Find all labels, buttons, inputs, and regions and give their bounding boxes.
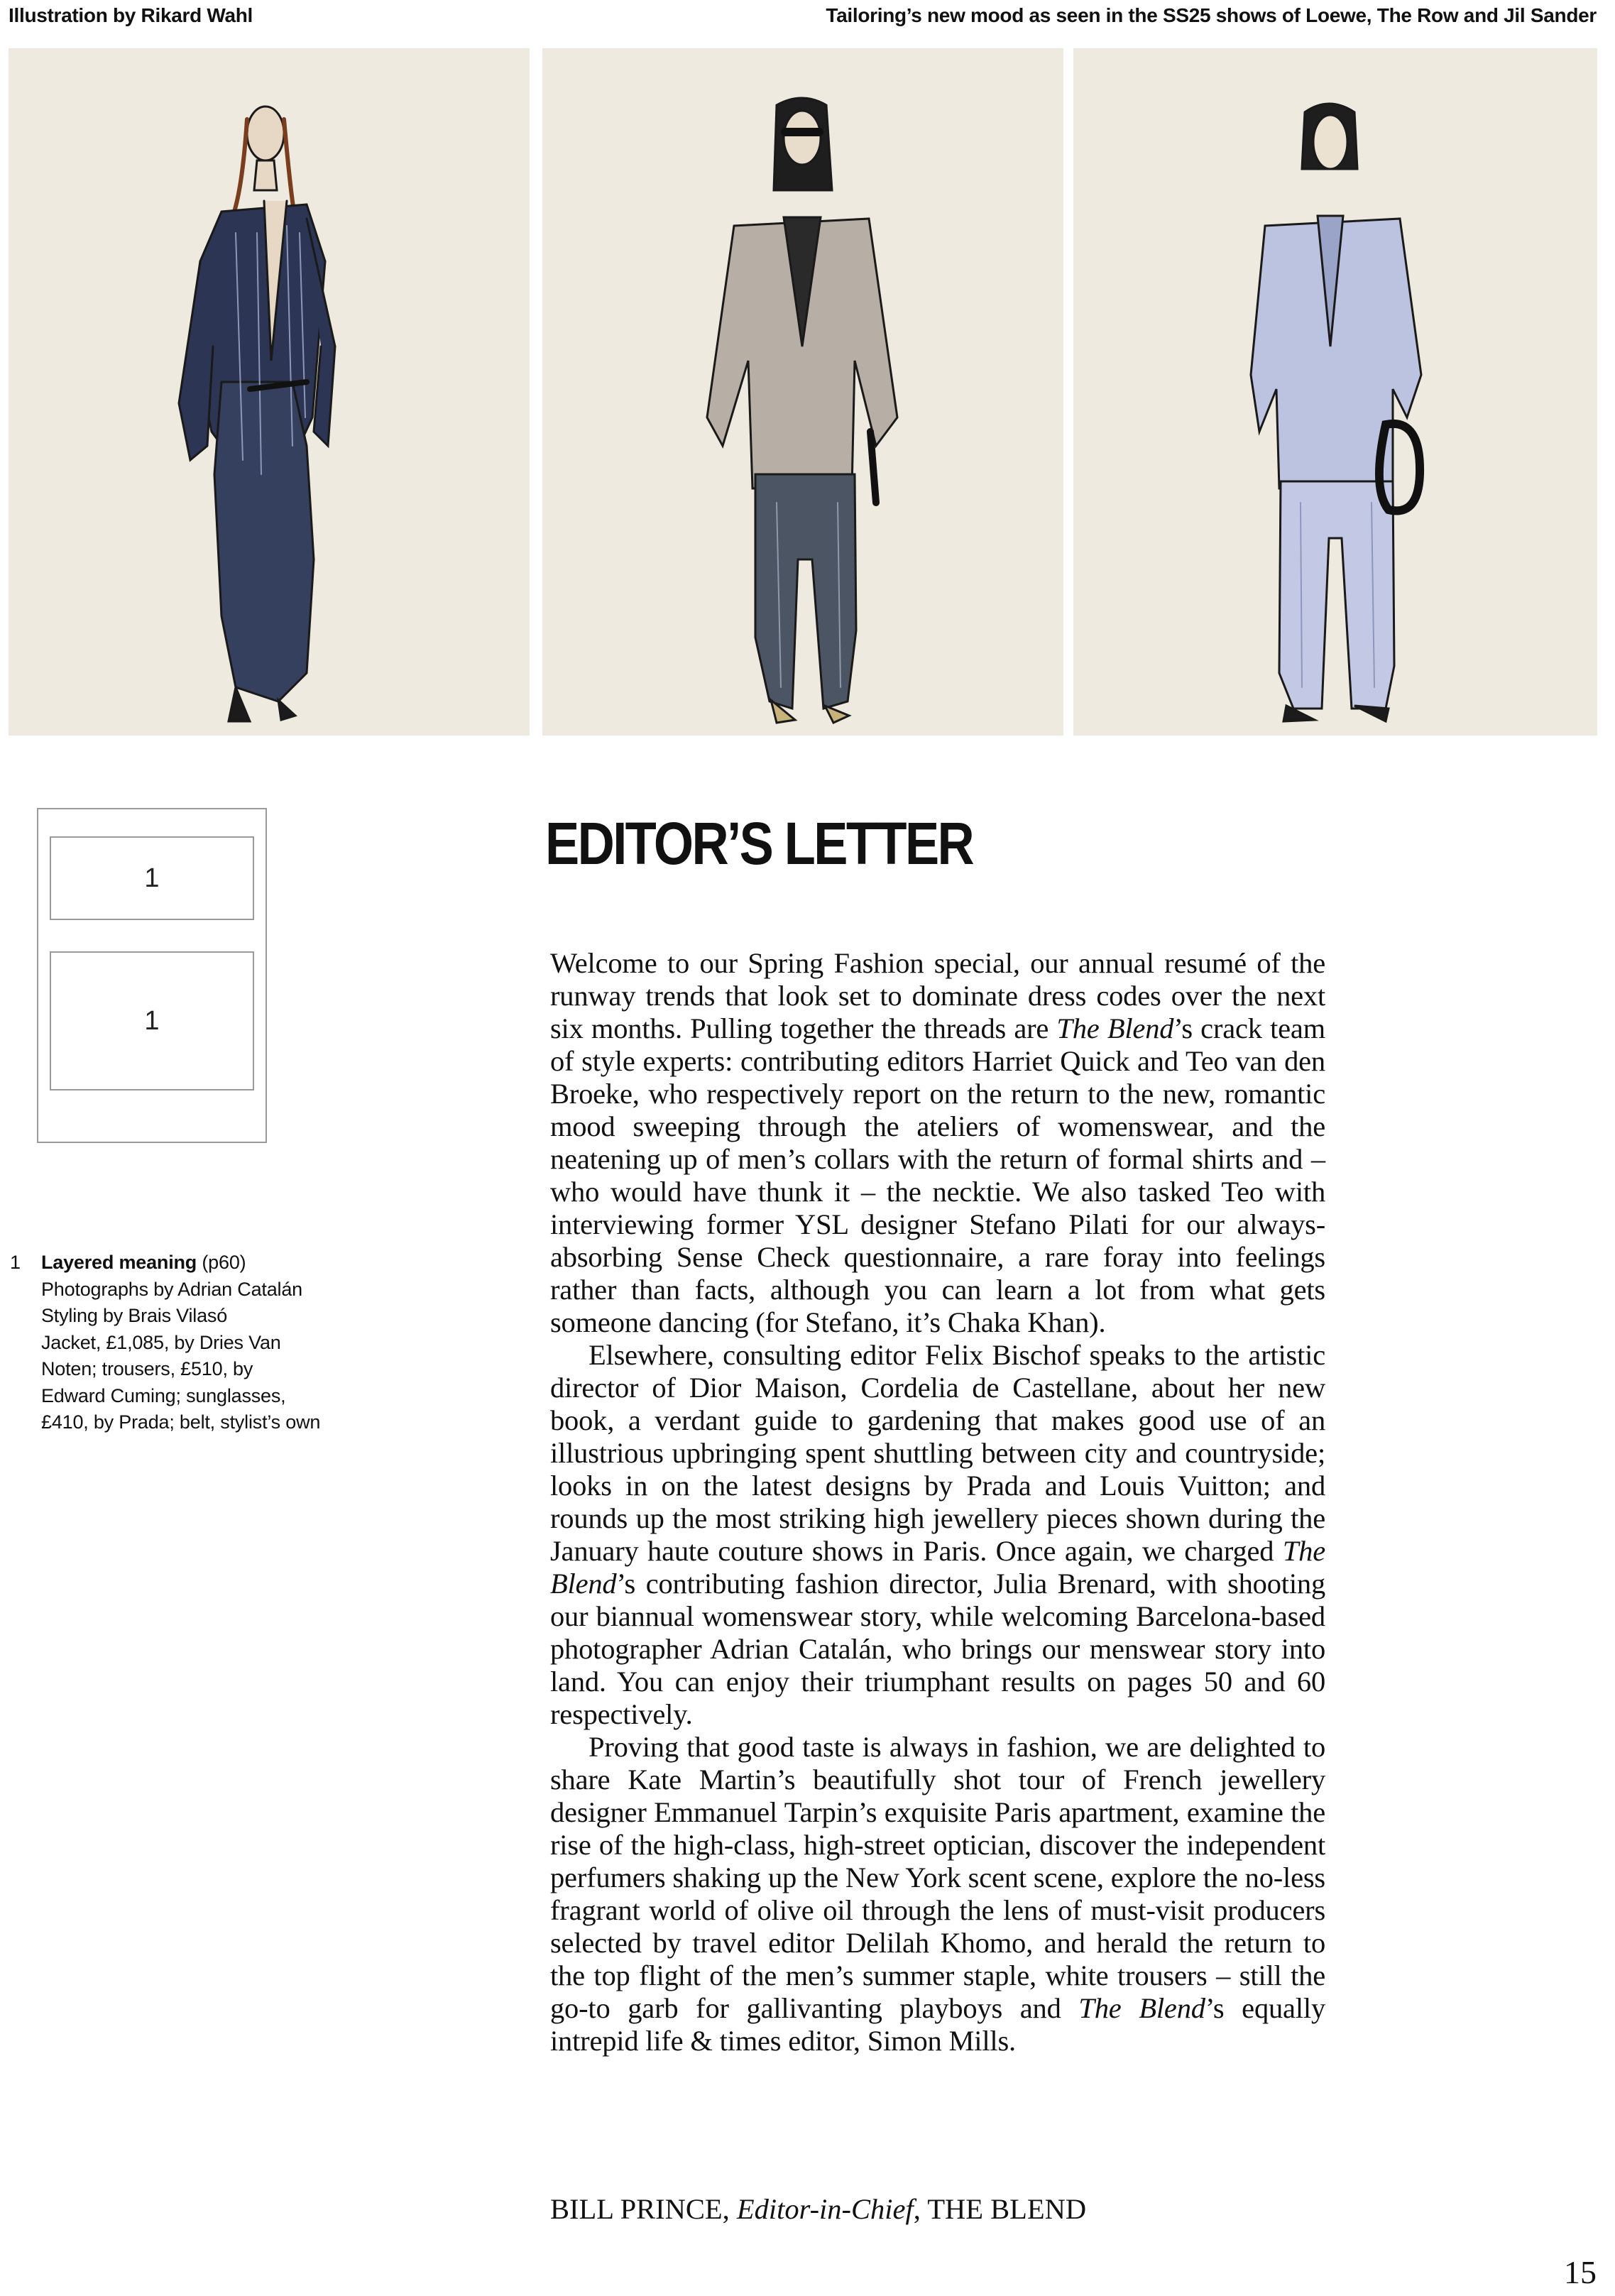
- letter-paragraph: Proving that good taste is always in fashion, we are delighted to share Kate Martin’s beautifully shot tour of French jewellery designer Emmanuel Tarpin’s exquisite Paris apartment, examine the rise of the high-class, high-street optician, discover the independent perfumers shaking up the New York scent scene, explore the no-less fragrant world of olive oil through the lens of must-visit producers selected by travel editor Delilah Khomo, and herald the return to the top flight of the men’s summer staple, white trousers – still the go-to garb for gallivanting playboys and The Blend’s equally intrepid life & times editor, Simon Mills.: [550, 1731, 1325, 2057]
- tagline: Tailoring’s new mood as seen in the SS25 shows of Loewe, The Row and Jil Sander: [826, 4, 1597, 26]
- caption-line: Noten; trousers, £510, by: [41, 1358, 253, 1379]
- contents-thumbnail[interactable]: 1: [50, 951, 254, 1090]
- illustration-the-row: [542, 48, 1063, 736]
- illustration-credit: Illustration by Rikard Wahl: [9, 4, 253, 26]
- caption-line: Jacket, £1,085, by Dries Van: [41, 1331, 281, 1353]
- caption-title: Layered meaning: [41, 1252, 197, 1273]
- editors-letter-body: [550, 947, 1325, 2057]
- caption-line: Edward Cuming; sunglasses,: [41, 1384, 286, 1406]
- caption-heading: [41, 1250, 379, 1277]
- illustration-loewe: [9, 48, 530, 736]
- contents-thumbnail-box: [37, 808, 267, 1143]
- letter-paragraph: Elsewhere, consulting editor Felix Bischof speaks to the artistic director of Dior Maison, Cordelia de Castellane, about her new book, a verdant guide to gardening that makes good use of an illustrious upbringing spent shuttling between city and countryside; looks in on the latest designs by Prada and Louis Vuitton; and rounds up the most striking high jewellery pieces shown during the January haute couture shows in Paris. Once again, we charged The Blend’s contributing fashion director, Julia Brenard, with shooting our biannual womenswear story, while welcoming Barcelona-based photographer Adrian Catalán, who brings our menswear story into land. You can enjoy their triumphant results on pages 50 and 60 respectively.: [550, 1339, 1325, 1730]
- caption-line: Styling by Brais Vilasó: [41, 1305, 228, 1326]
- illustration-jil-sander: [1073, 48, 1597, 736]
- photo-caption: [10, 1250, 379, 1436]
- figure-loewe: [179, 106, 335, 721]
- contents-thumbnail[interactable]: 1: [50, 836, 254, 920]
- page-number: 15: [1564, 2254, 1597, 2290]
- page-title: EDITOR’S LETTER: [545, 810, 973, 877]
- caption-line: £410, by Prada; belt, stylist’s own: [41, 1411, 321, 1433]
- caption-page-ref: (p60): [202, 1252, 246, 1273]
- figure-the-row: [707, 98, 897, 723]
- signoff: BILL PRINCE, Editor-in-Chief, THE BLEND: [550, 2193, 1087, 2225]
- figure-jil-sander: [1251, 104, 1421, 721]
- letter-paragraph: Welcome to our Spring Fashion special, our annual resumé of the runway trends that look set to dominate dress codes over the next six months. Pulling together the threads are The Blend’s crack team of style experts: contributing editors Harriet Quick and Teo van den Broeke, who respectively report on the return to the new, romantic mood sweeping through the ateliers of womenswear, and the neatening up of men’s collars with the return of formal shirts and – who would have thunk it – the necktie. We also tasked Teo with interviewing former YSL designer Stefano Pilati for our always-absorbing Sense Check questionnaire, a rare foray into feelings rather than facts, although you can learn a lot from what gets someone dancing (for Stefano, it’s Chaka Khan).: [550, 947, 1325, 1338]
- caption-number: 1: [10, 1252, 21, 1273]
- caption-line: Photographs by Adrian Catalán: [41, 1278, 302, 1300]
